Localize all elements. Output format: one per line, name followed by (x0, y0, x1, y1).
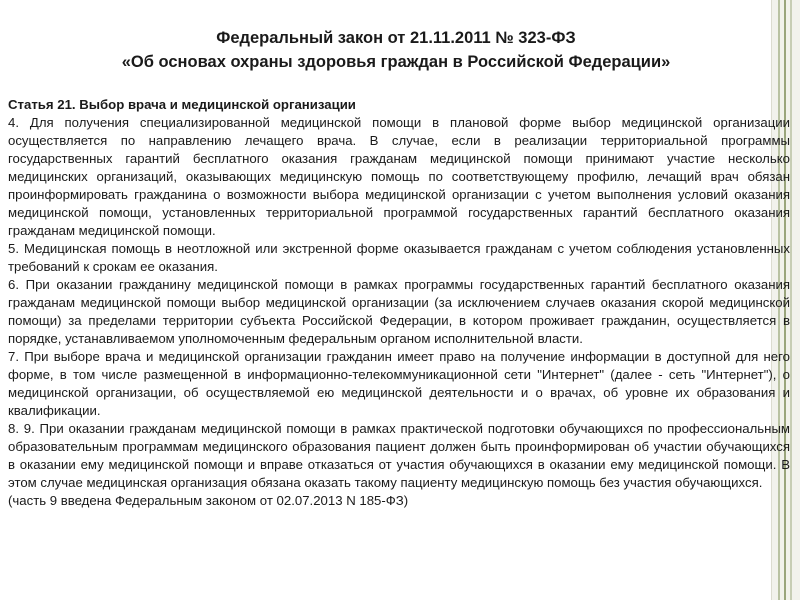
title-law-name: «Об основах охраны здоровья граждан в Российской Федерации» (121, 53, 671, 71)
article-paragraph-8-9: 8. 9. При оказании гражданам медицинской помощи в рамках практической подготовки обучающихся по профессиональным образовательным программам медицинского образования пациент должен быть проинформирован об участии обучающихся в оказании ему медицинской помощи и вправе отказаться от участия обучающихся в оказании ему медицинской помощи. В этом случае медицинская организация обязана оказать такому пациенту медицинскую помощь без участия обучающихся. (8, 421, 790, 490)
article-paragraph-7: 7. При выборе врача и медицинской организации гражданин имеет право на получение информации в доступной для него форме, в том числе размещенной в информационно-телекоммуникационной сети "Интернет" (далее - сеть "Интернет"), о медицинской организации, об осуществляемой ею медицинской деятельности и о врачах, об уровне их образования и квалификации. (8, 349, 790, 418)
title-law-number: Федеральный закон от 21.11.2011 № 323-ФЗ (216, 29, 576, 47)
article-amendment-note: (часть 9 введена Федеральным законом от 02.07.2013 N 185-ФЗ) (8, 493, 409, 508)
border-stripe (790, 0, 792, 600)
article-paragraph-5: 5. Медицинская помощь в неотложной или экстренной форме оказывается гражданам с учетом соблюдения установленных требований к срокам ее оказания. (8, 241, 790, 274)
article-paragraph-6: 6. При оказании гражданину медицинской помощи в рамках программы государственных гарантий бесплатного оказания гражданам медицинской помощи выбор медицинской организации (за исключением случаев оказания скорой медицинской помощи) за пределами территории субъекта Российской Федерации, в котором проживает гражданин, осуществляется в порядке, устанавливаемом уполномоченным федеральным органом исполнительной власти. (8, 277, 790, 346)
article-paragraph-4: 4. Для получения специализированной медицинской помощи в плановой форме выбор медицинской организации осуществляется по направлению лечащего врача. В случае, если в реализации территориальной программы государственных гарантий бесплатного оказания гражданам медицинской помощи принимают участие несколько медицинских организаций, оказывающих медицинскую помощь по соответствующему профилю, лечащий врач обязан проинформировать гражданина о возможности выбора медицинской организации с учетом выполнения условий оказания медицинской помощи, установленных территориальной программой государственных гарантий бесплатного оказания гражданам медицинской помощи. (8, 115, 790, 238)
document-title (20, 26, 772, 74)
article-heading: Статья 21. Выбор врача и медицинской организации (8, 97, 356, 112)
article-body (8, 96, 790, 510)
